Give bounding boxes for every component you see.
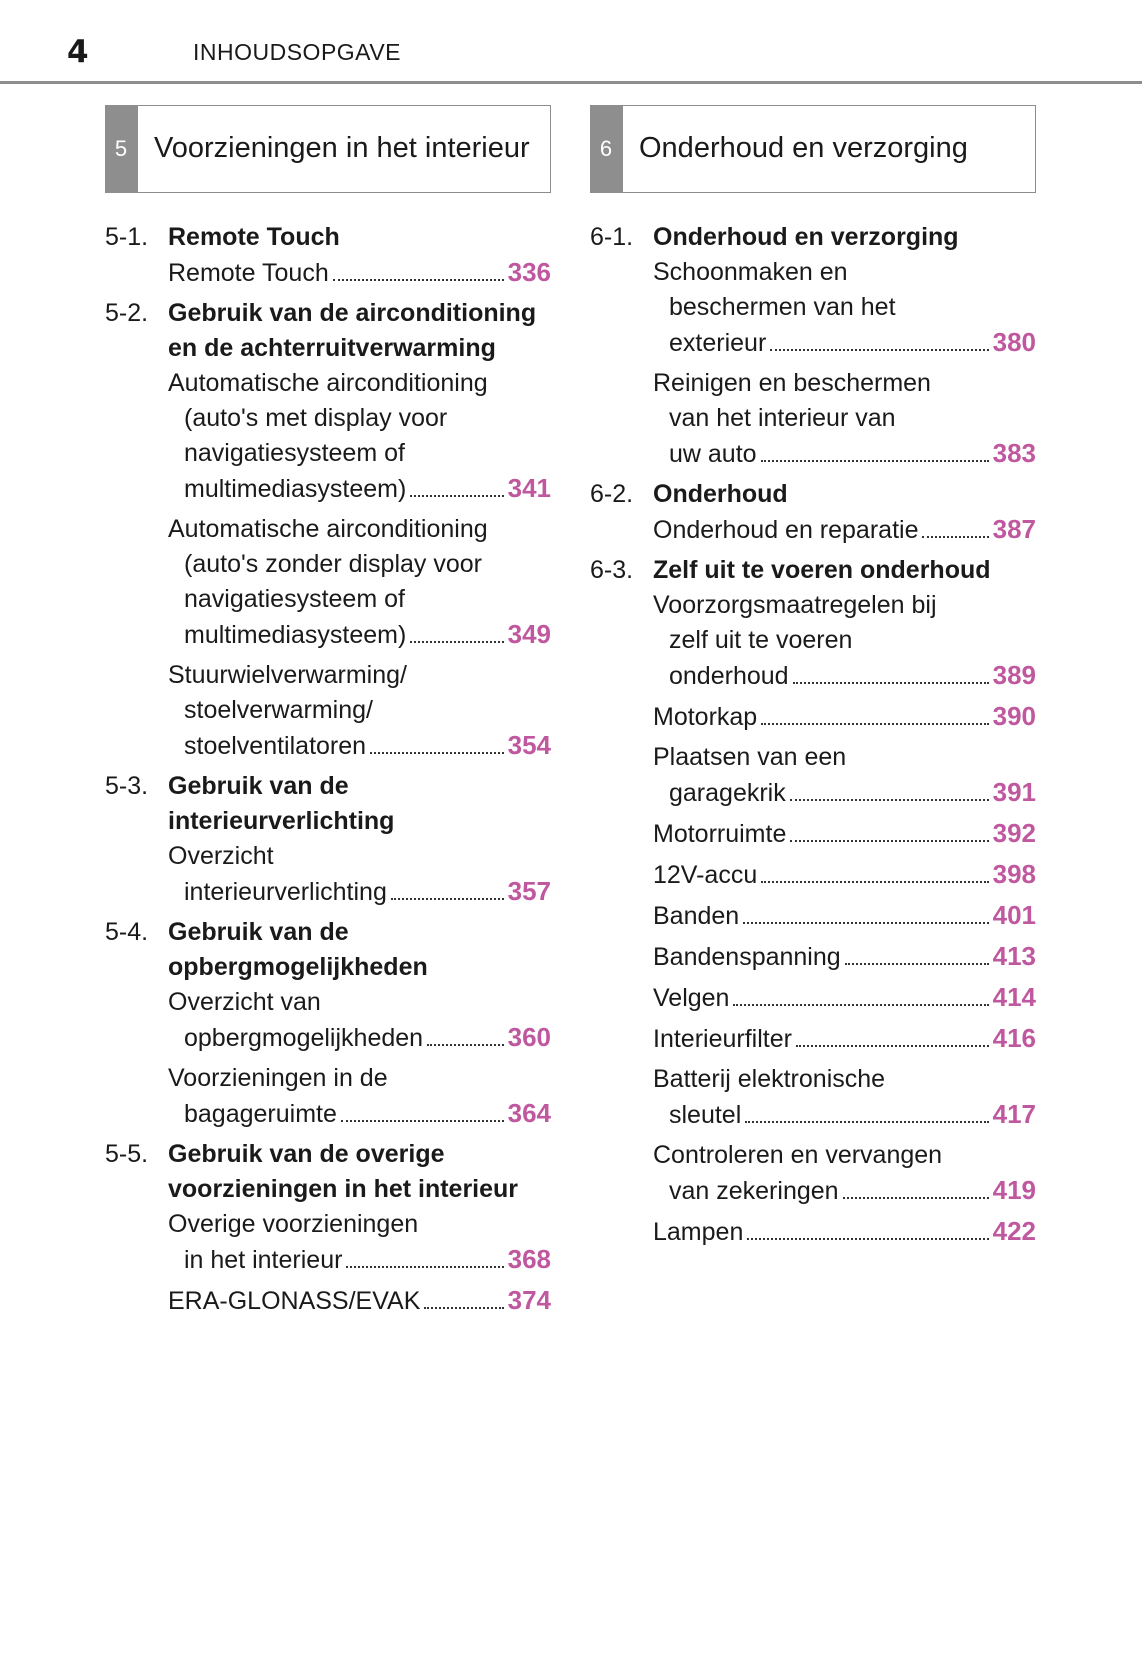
toc-entry[interactable] [653,1062,1036,1133]
entry-last-line [653,980,1036,1016]
page-number-link[interactable]: 414 [992,982,1036,1012]
entry-text-line: Motorkap [653,703,758,731]
entry-text-line: zelf uit te voeren [669,626,853,654]
dot-leader [346,1265,503,1268]
chapter-heading [105,220,551,255]
chapter-title: Gebruik van de overige voorzieningen in het interieur [168,1140,519,1203]
entry-text-line: opbergmogelijkheden [184,1024,424,1052]
page-number-link[interactable]: 416 [992,1023,1036,1053]
page-number-link[interactable]: 380 [992,327,1036,357]
dot-leader [745,1120,988,1123]
page-number-link[interactable]: 401 [992,900,1036,930]
entry-text-line: Remote Touch [168,259,329,287]
chapter-number: 5-5. [105,1140,149,1168]
entry-last-line [653,699,1036,735]
dot-leader [922,535,988,538]
chapter-number: 6-1. [590,223,634,251]
entry-text-line: Controleren en vervangen [653,1141,943,1169]
toc-entry[interactable] [653,1138,1036,1209]
header-title: INHOUDSOPGAVE [193,39,401,65]
page-number-link[interactable]: 390 [992,701,1036,731]
dot-leader [370,751,504,754]
chapter-number: 6-2. [590,480,634,508]
dot-leader [333,278,504,281]
entry-text-line: Banden [653,902,740,930]
entry-text-line: navigatiesysteem of [184,585,405,613]
entry-last-line [653,658,1036,694]
chapter-number: 6-3. [590,556,634,584]
dot-leader [761,722,988,725]
chapter-title: Gebruik van de interieurverlichting [168,772,395,835]
entry-text-line: Automatische airconditioning [168,369,488,397]
entry-text-line: onderhoud [669,662,789,690]
entry-last-line [653,857,1036,893]
entry-text-line: Interieurfilter [653,1025,792,1053]
entry-text-line: 12V-accu [653,861,758,889]
entry-text-line: Automatische airconditioning [168,515,488,543]
chapter-heading [590,220,1036,255]
entry-last-line [653,1173,1036,1209]
entry-last-line [653,325,1036,361]
section-number-tab: 5 [105,105,138,193]
toc-entry[interactable] [653,1021,1036,1057]
toc-entry[interactable] [168,658,551,764]
page-number-link[interactable]: 398 [992,859,1036,889]
chapter-title: Gebruik van de opbergmogelijkheden [168,918,428,981]
toc-entry[interactable] [653,255,1036,361]
section-header [590,105,1036,193]
toc-entry[interactable] [653,816,1036,852]
toc-entry[interactable] [168,366,551,507]
page-number-link[interactable]: 389 [992,660,1036,690]
toc-entry[interactable] [653,366,1036,472]
entry-text-line: Overzicht [168,842,274,870]
toc-column-left [105,105,551,1324]
entry-last-line [168,255,551,291]
entry-text-line: Onderhoud en reparatie [653,516,919,544]
header-divider [0,81,1142,84]
toc-entry[interactable] [653,857,1036,893]
dot-leader [747,1237,988,1240]
entry-last-line [653,898,1036,934]
toc-entry[interactable] [653,740,1036,811]
entry-text-line: Schoonmaken en [653,258,848,286]
dot-leader [743,921,988,924]
dot-leader [341,1119,504,1122]
toc-list [590,220,1036,1250]
page-number-link[interactable]: 357 [507,876,551,906]
section-header [105,105,551,193]
entry-text-line: exterieur [669,329,767,357]
page-number-link[interactable]: 368 [507,1244,551,1274]
entry-last-line [653,512,1036,548]
entry-text-line: Overige voorzieningen [168,1210,419,1238]
dot-leader [845,962,989,965]
page-number-link[interactable]: 413 [992,941,1036,971]
entry-last-line [168,874,551,910]
section-title: Onderhoud en verzorging [639,132,968,164]
dot-leader [790,798,989,801]
entry-text-line: Lampen [653,1218,744,1246]
entry-text-line: garagekrik [669,779,786,807]
toc-entry[interactable] [653,980,1036,1016]
entry-text-line: Voorzieningen in de [168,1064,388,1092]
entry-text-line: navigatiesysteem of [184,439,405,467]
toc-entry[interactable] [168,1207,551,1278]
page-number: 4 [67,34,89,70]
page-number-link[interactable]: 391 [992,777,1036,807]
toc-entry[interactable] [653,512,1036,548]
dot-leader [733,1003,988,1006]
toc-entry[interactable] [653,699,1036,735]
toc-entry[interactable] [168,255,551,291]
page-number-link[interactable]: 341 [507,473,551,503]
dot-leader [427,1043,504,1046]
toc-entry[interactable] [168,512,551,653]
dot-leader [410,640,503,643]
entry-text-line: Motorruimte [653,820,787,848]
entry-last-line [168,1096,551,1132]
chapter-number: 5-2. [105,299,149,327]
chapter-heading [105,1137,551,1207]
entry-last-line [653,816,1036,852]
entry-text-line: sleutel [669,1101,742,1129]
page-number-link[interactable]: 364 [507,1098,551,1128]
entry-last-line [168,1283,551,1319]
page-number-link[interactable]: 392 [992,818,1036,848]
page-number-link[interactable]: 387 [992,514,1036,544]
entry-text-line: beschermen van het [669,293,896,321]
toc-entry[interactable] [168,985,551,1056]
dot-leader [761,880,988,883]
entry-last-line [653,775,1036,811]
entry-text-line: Overzicht van [168,988,321,1016]
entry-text-line: Batterij elektronische [653,1065,886,1093]
page-header [0,0,1142,82]
entry-last-line [168,617,551,653]
entry-last-line [653,1214,1036,1250]
chapter-title: Zelf uit te voeren onderhoud [653,556,991,584]
chapter-title: Gebruik van de airconditioning en de achterruitverwarming [168,299,537,362]
section-title: Voorzieningen in het interieur [154,132,530,164]
entry-text-line: stoelverwarming/ [184,696,373,724]
chapter-heading [105,769,551,839]
entry-last-line [653,436,1036,472]
dot-leader [770,348,988,351]
page-number-link[interactable]: 383 [992,438,1036,468]
page-number-link[interactable]: 417 [992,1099,1036,1129]
entry-last-line [168,471,551,507]
entry-text-line: Bandenspanning [653,943,841,971]
chapter-heading [105,296,551,366]
toc-entry[interactable] [653,939,1036,975]
entry-text-line: Plaatsen van een [653,743,847,771]
entry-last-line [168,728,551,764]
dot-leader [790,839,988,842]
page-number-link[interactable]: 336 [507,257,551,287]
page-number-link[interactable]: 419 [992,1175,1036,1205]
entry-text-line: Reinigen en beschermen [653,369,931,397]
page-number-link[interactable]: 374 [507,1285,551,1315]
entry-text-line: ERA-GLONASS/EVAK [168,1287,421,1315]
page-number-link[interactable]: 354 [507,730,551,760]
dot-leader [796,1044,989,1047]
entry-text-line: Stuurwielverwarming/ [168,661,407,689]
dot-leader [843,1196,989,1199]
entry-text-line: van het interieur van [669,404,896,432]
entry-text-line: stoelventilatoren [184,732,367,760]
dot-leader [424,1306,503,1309]
page-number-link[interactable]: 422 [992,1216,1036,1246]
entry-last-line [653,1021,1036,1057]
toc-entry[interactable] [168,1061,551,1132]
chapter-number: 5-1. [105,223,149,251]
dot-leader [793,681,989,684]
chapter-title: Remote Touch [168,223,340,251]
entry-text-line: bagageruimte [184,1100,337,1128]
chapter-title: Onderhoud en verzorging [653,223,959,251]
toc-entry[interactable] [168,1283,551,1319]
entry-text-line: Velgen [653,984,730,1012]
chapter-number: 5-3. [105,772,149,800]
chapter-heading [590,553,1036,588]
entry-last-line [653,1097,1036,1133]
entry-text-line: (auto's met display voor [184,404,448,432]
entry-last-line [168,1020,551,1056]
entry-text-line: interieurverlichting [184,878,387,906]
dot-leader [391,897,504,900]
entry-text-line: in het interieur [184,1246,343,1274]
toc-column-right [590,105,1036,1255]
toc-entry[interactable] [653,898,1036,934]
chapter-heading [105,915,551,985]
dot-leader [410,494,503,497]
entry-text-line: multimediasysteem) [184,475,407,503]
entry-text-line: (auto's zonder display voor [184,550,482,578]
section-number-tab: 6 [590,105,623,193]
toc-entry[interactable] [168,839,551,910]
entry-last-line [168,1242,551,1278]
entry-text-line: uw auto [669,440,757,468]
entry-text-line: Voorzorgsmaatregelen bij [653,591,937,619]
page-number-link[interactable]: 349 [507,619,551,649]
entry-text-line: multimediasysteem) [184,621,407,649]
chapter-number: 5-4. [105,918,149,946]
dot-leader [761,459,989,462]
toc-entry[interactable] [653,588,1036,694]
entry-text-line: van zekeringen [669,1177,839,1205]
toc-entry[interactable] [653,1214,1036,1250]
toc-list [105,220,551,1319]
entry-last-line [653,939,1036,975]
chapter-title: Onderhoud [653,480,788,508]
page-number-link[interactable]: 360 [507,1022,551,1052]
chapter-heading [590,477,1036,512]
